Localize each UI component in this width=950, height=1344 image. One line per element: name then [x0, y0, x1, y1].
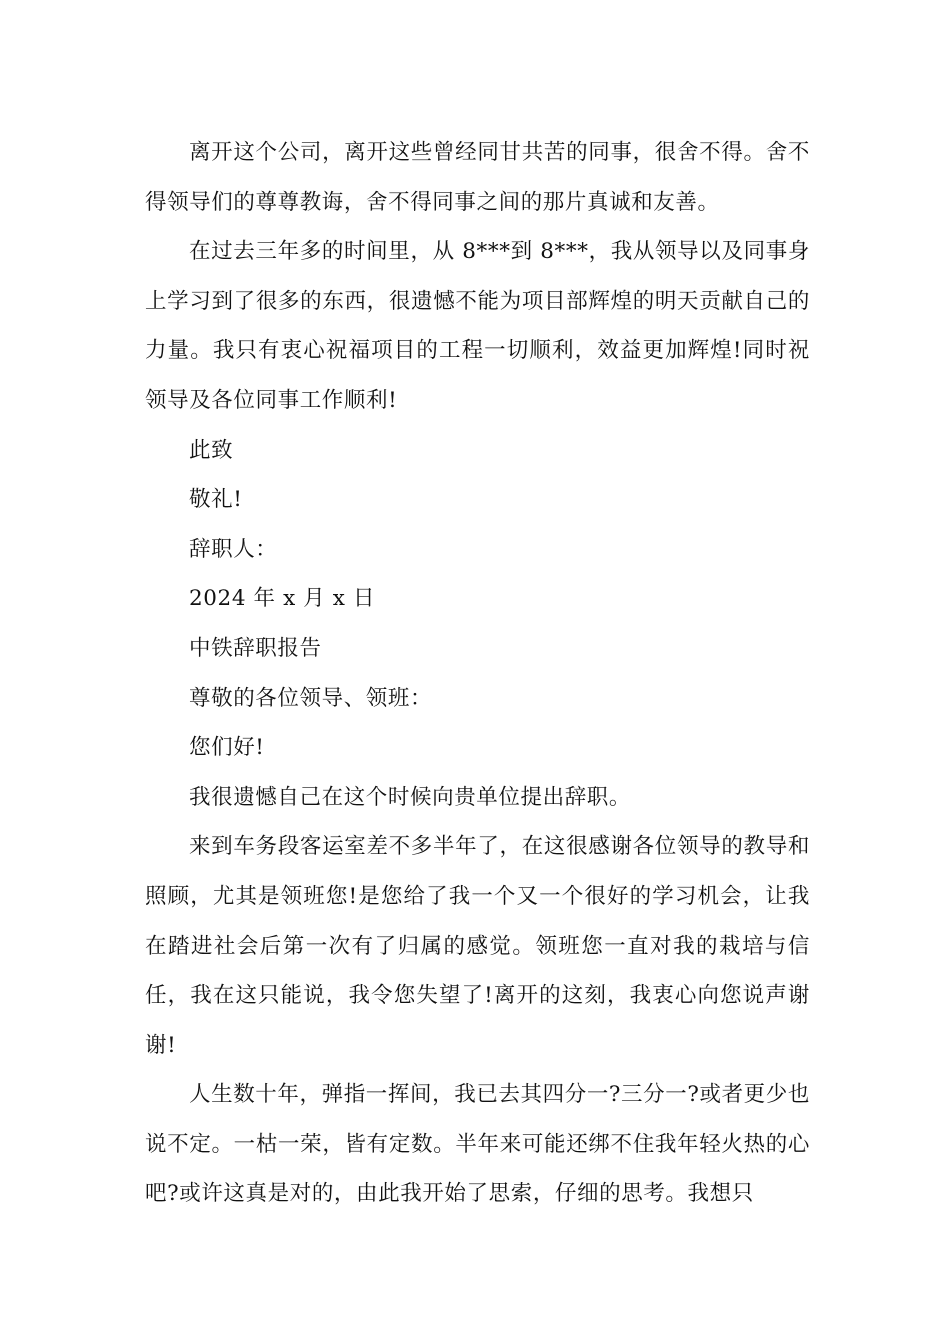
document-body	[145, 128, 810, 1219]
paragraph-reflection: 人生数十年，弹指一挥间，我已去其四分一?三分一?或者更少也说不定。一枯一荣，皆有定数。半年来可能还绑不住我年轻火热的心吧?或许这真是对的，由此我开始了思索，仔细的思考。我想只	[145, 1082, 810, 1207]
greeting-addressee: 尊敬的各位领导、领班：	[189, 685, 433, 711]
closing-regards: 敬礼!	[189, 487, 243, 513]
paragraph-farewell: 离开这个公司，离开这些曾经同甘共苦的同事，很舍不得。舍不得领导们的尊尊教诲，舍不得同事之间的那片真诚和友善。	[145, 140, 810, 215]
closing-salutation: 此致	[189, 437, 234, 463]
paragraph-resignation-statement: 我很遗憾自己在这个时候向贵单位提出辞职。	[189, 784, 632, 810]
section-title: 中铁辞职报告	[189, 635, 322, 661]
signature-label: 辞职人：	[189, 536, 278, 562]
paragraph-thanks: 来到车务段客运室差不多半年了，在这很感谢各位领导的教导和照顾，尤其是领班您!是您给了我一个又一个很好的学习机会，让我在踏进社会后第一次有了归属的感觉。领班您一直对我的栽培与信任，我在这只能说，我令您失望了!离开的这刻，我衷心向您说声谢谢!	[145, 834, 810, 1058]
greeting-hello: 您们好!	[189, 735, 265, 761]
date-line: 2024 年 x 月 x 日	[189, 586, 376, 612]
paragraph-gratitude: 在过去三年多的时间里，从 8***到 8***，我从领导以及同事身上学习到了很多的东西，很遗憾不能为项目部辉煌的明天贡献自己的力量。我只有衷心祝福项目的工程一切顺利，效益更加辉煌!同时祝领导及各位同事工作顺利!	[145, 239, 810, 413]
